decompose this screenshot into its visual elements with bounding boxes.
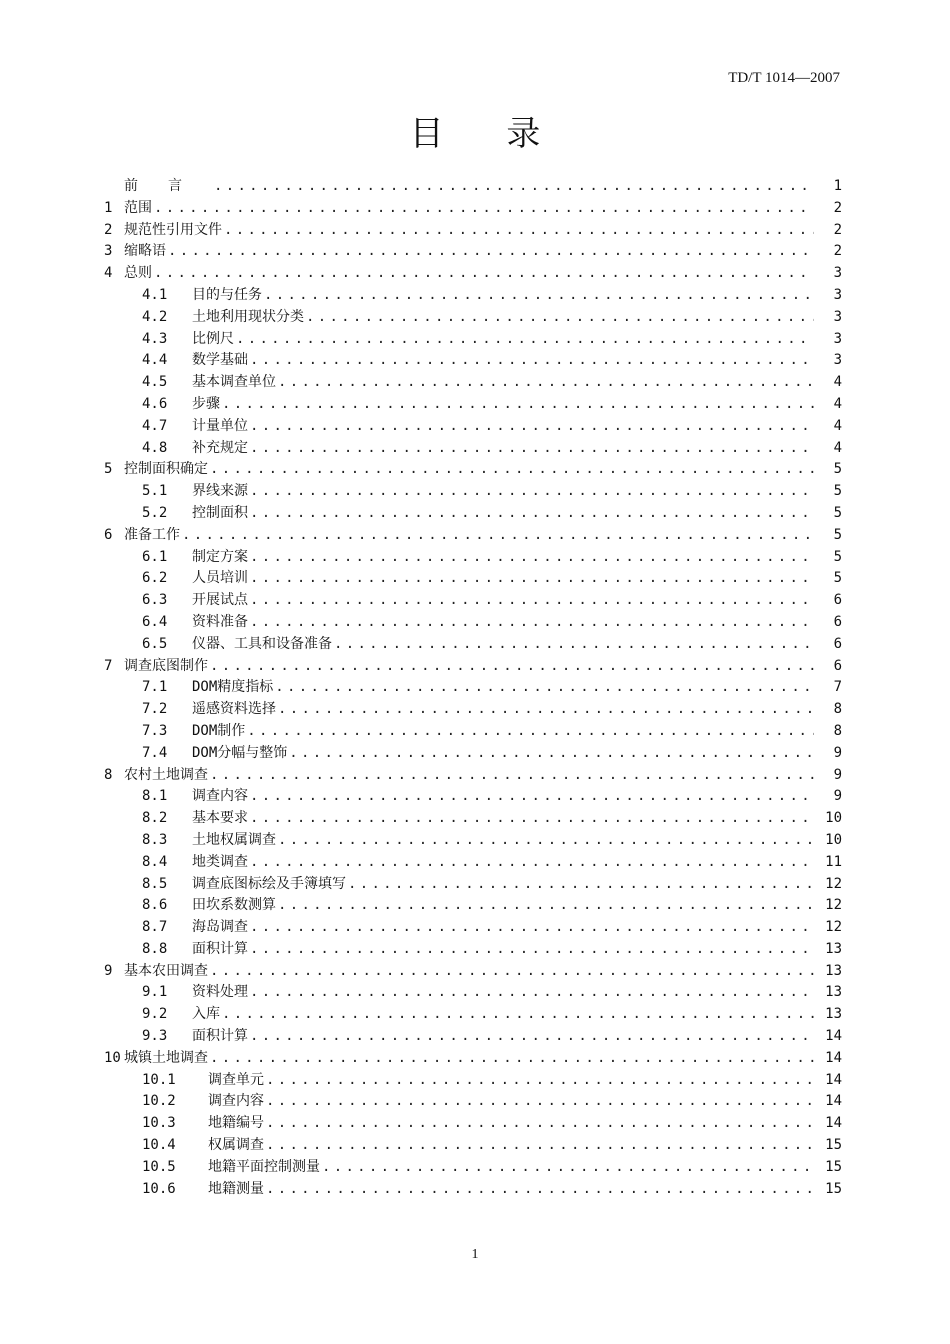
toc-leader-dots <box>306 307 814 329</box>
toc-entry-number: 6.1 <box>142 548 168 565</box>
toc-leader-dots <box>289 743 814 765</box>
toc-entry-page: 4 <box>833 417 842 434</box>
toc-leader-dots <box>222 1004 814 1026</box>
toc-entry-number: 4.7 <box>142 417 168 434</box>
toc-entry-number: 8.3 <box>142 831 168 848</box>
toc-entry-page: 14 <box>825 1093 842 1110</box>
toc-entry-page: 10 <box>825 831 842 848</box>
toc-leader-dots <box>210 459 814 481</box>
toc-entry-page: 3 <box>833 352 842 369</box>
toc-entry-title: 前言 <box>124 178 212 194</box>
toc-entry[interactable] <box>104 1091 842 1113</box>
toc-entry-page: 15 <box>825 1158 842 1175</box>
toc-entry-number: 8.2 <box>142 810 168 827</box>
toc-entry-page: 6 <box>833 657 842 674</box>
toc-entry-number: 2 <box>104 221 113 238</box>
page-title: 目 录 <box>409 114 567 154</box>
toc-entry[interactable] <box>104 1070 842 1092</box>
toc-entry[interactable] <box>104 895 842 917</box>
toc-leader-dots <box>250 786 814 808</box>
toc-entry[interactable] <box>104 961 842 983</box>
toc-entry-title: 人员培训 <box>192 570 248 587</box>
toc-entry-number: 4.1 <box>142 286 168 303</box>
toc-entry-number: 8.4 <box>142 853 168 870</box>
toc-entry-title: 土地利用现状分类 <box>192 308 304 325</box>
toc-entry[interactable] <box>104 285 842 307</box>
toc-entry-page: 5 <box>833 461 842 478</box>
toc-entry-page: 13 <box>825 1006 842 1023</box>
toc-entry-page: 8 <box>833 722 842 739</box>
toc-entry-page: 5 <box>833 483 842 500</box>
toc-entry-number: 10 <box>104 1049 121 1066</box>
toc-entry[interactable] <box>104 677 842 699</box>
toc-leader-dots <box>266 1070 814 1092</box>
toc-entry-title: 规范性引用文件 <box>124 221 222 238</box>
toc-entry[interactable] <box>104 394 842 416</box>
toc-entry-page: 3 <box>833 265 842 282</box>
toc-leader-dots <box>278 372 814 394</box>
toc-entry-title: 土地权属调查 <box>192 831 276 848</box>
toc-entry[interactable] <box>104 1157 842 1179</box>
toc-entry-title: 调查内容 <box>208 1093 264 1110</box>
toc-leader-dots <box>250 590 814 612</box>
toc-entry[interactable] <box>104 917 842 939</box>
toc-leader-dots <box>275 677 814 699</box>
toc-entry[interactable] <box>104 1179 842 1201</box>
toc-entry-title: 调查底图制作 <box>124 657 208 674</box>
toc-leader-dots <box>247 721 814 743</box>
toc-leader-dots <box>210 961 814 983</box>
toc-entry[interactable] <box>104 525 842 547</box>
toc-entry-title: 调查底图标绘及手簿填写 <box>192 875 346 892</box>
toc-entry-number: 4 <box>104 265 113 282</box>
toc-entry-page: 15 <box>825 1180 842 1197</box>
toc-entry[interactable] <box>104 241 842 263</box>
toc-entry-number: 10.4 <box>142 1137 176 1154</box>
toc-entry-number: 4.5 <box>142 374 168 391</box>
toc-entry-title: 目的与任务 <box>192 286 262 303</box>
toc-entry[interactable] <box>104 786 842 808</box>
toc-entry[interactable] <box>104 743 842 765</box>
toc-entry-title: DOM精度指标 <box>192 679 274 696</box>
toc-entry-page: 14 <box>825 1049 842 1066</box>
toc-entry-number: 8 <box>104 766 113 783</box>
toc-entry-page: 2 <box>833 243 842 260</box>
toc-leader-dots <box>236 329 814 351</box>
toc-entry-title: 补充规定 <box>192 439 248 456</box>
toc-entry-page: 6 <box>833 592 842 609</box>
toc-entry-page: 5 <box>833 504 842 521</box>
toc-entry[interactable] <box>104 372 842 394</box>
toc-leader-dots <box>278 699 814 721</box>
toc-entry-number: 10.2 <box>142 1093 176 1110</box>
toc-leader-dots <box>210 765 814 787</box>
toc-entry-number: 1 <box>104 199 113 216</box>
toc-entry-number: 5.2 <box>142 504 168 521</box>
toc-entry-number: 6.5 <box>142 635 168 652</box>
toc-entry-title: 准备工作 <box>124 526 180 543</box>
toc-entry-number: 6.4 <box>142 613 168 630</box>
toc-entry-number: 5 <box>104 461 113 478</box>
toc-leader-dots <box>266 1091 814 1113</box>
toc-entry-title: 仪器、工具和设备准备 <box>192 635 332 652</box>
toc-leader-dots <box>266 1179 814 1201</box>
toc-entry-page: 2 <box>833 221 842 238</box>
toc-entry-page: 3 <box>833 308 842 325</box>
toc-leader-dots <box>250 1026 814 1048</box>
toc-entry-page: 13 <box>825 940 842 957</box>
toc-entry-title: 面积计算 <box>192 1028 248 1045</box>
toc-entry-title: 调查单元 <box>208 1071 264 1088</box>
toc-leader-dots <box>278 895 814 917</box>
toc-entry-number: 4.3 <box>142 330 168 347</box>
toc-entry-number: 10.3 <box>142 1115 176 1132</box>
toc-entry-number: 5.1 <box>142 483 168 500</box>
toc-entry-number: 6.3 <box>142 592 168 609</box>
toc-entry-number: 9.2 <box>142 1006 168 1023</box>
table-of-contents <box>104 176 842 1200</box>
toc-entry-number: 7.4 <box>142 744 168 761</box>
toc-entry-number: 6 <box>104 526 113 543</box>
toc-leader-dots <box>250 939 814 961</box>
toc-entry-number: 8.5 <box>142 875 168 892</box>
toc-entry-title: 基本农田调查 <box>124 962 208 979</box>
toc-entry[interactable] <box>104 852 842 874</box>
toc-entry-page: 4 <box>833 439 842 456</box>
toc-entry[interactable] <box>104 263 842 285</box>
toc-leader-dots <box>250 808 814 830</box>
toc-entry-page: 14 <box>825 1071 842 1088</box>
toc-entry[interactable] <box>104 656 842 678</box>
toc-leader-dots <box>250 503 814 525</box>
toc-entry[interactable] <box>104 721 842 743</box>
toc-entry[interactable] <box>104 220 842 242</box>
toc-leader-dots <box>264 285 814 307</box>
toc-entry-title: 资料准备 <box>192 613 248 630</box>
toc-leader-dots <box>182 525 814 547</box>
toc-leader-dots <box>250 612 814 634</box>
toc-entry[interactable] <box>104 350 842 372</box>
toc-entry[interactable] <box>104 590 842 612</box>
toc-entry[interactable] <box>104 481 842 503</box>
toc-leader-dots <box>348 874 814 896</box>
toc-entry-title: 控制面积确定 <box>124 461 208 478</box>
toc-entry-title: 地籍编号 <box>208 1115 264 1132</box>
toc-entry-title: 基本调查单位 <box>192 374 276 391</box>
toc-leader-dots <box>250 982 814 1004</box>
toc-entry-title: 入库 <box>192 1006 220 1023</box>
toc-entry-title: 总则 <box>124 265 152 282</box>
toc-leader-dots <box>168 241 814 263</box>
toc-entry-title: 界线来源 <box>192 483 248 500</box>
toc-entry-page: 9 <box>833 766 842 783</box>
toc-leader-dots <box>278 830 814 852</box>
toc-leader-dots <box>266 1113 814 1135</box>
toc-entry-title: 田坎系数测算 <box>192 897 276 914</box>
page-number: 1 <box>471 1247 479 1262</box>
toc-entry-number: 8.1 <box>142 788 168 805</box>
toc-entry-page: 3 <box>833 330 842 347</box>
toc-entry[interactable] <box>104 547 842 569</box>
toc-entry-title: 地籍平面控制测量 <box>208 1158 320 1175</box>
toc-entry-page: 7 <box>833 679 842 696</box>
toc-leader-dots <box>250 438 814 460</box>
toc-entry-page: 1 <box>833 178 842 194</box>
toc-entry-page: 4 <box>833 374 842 391</box>
toc-entry-title: 计量单位 <box>192 417 248 434</box>
toc-entry-number: 10.6 <box>142 1180 176 1197</box>
toc-entry-title: 基本要求 <box>192 810 248 827</box>
toc-entry-page: 5 <box>833 526 842 543</box>
toc-entry[interactable] <box>104 1135 842 1157</box>
toc-entry-page: 11 <box>825 853 842 870</box>
toc-entry-number: 7.1 <box>142 679 168 696</box>
toc-leader-dots <box>222 394 814 416</box>
toc-entry-title: 制定方案 <box>192 548 248 565</box>
toc-leader-dots <box>210 1048 814 1070</box>
toc-entry-number: 4.6 <box>142 395 168 412</box>
toc-entry-number: 9.3 <box>142 1028 168 1045</box>
toc-entry[interactable] <box>104 939 842 961</box>
toc-entry-page: 12 <box>825 919 842 936</box>
toc-entry-title: 地类调查 <box>192 853 248 870</box>
toc-entry-page: 6 <box>833 613 842 630</box>
toc-entry-number: 8.6 <box>142 897 168 914</box>
toc-entry-page: 3 <box>833 286 842 303</box>
toc-entry-title: 数学基础 <box>192 352 248 369</box>
toc-entry-page: 15 <box>825 1137 842 1154</box>
toc-entry[interactable] <box>104 765 842 787</box>
toc-entry-page: 10 <box>825 810 842 827</box>
toc-entry[interactable] <box>104 438 842 460</box>
toc-entry[interactable] <box>104 634 842 656</box>
toc-entry[interactable] <box>104 1026 842 1048</box>
toc-leader-dots <box>210 656 814 678</box>
toc-entry-page: 2 <box>833 199 842 216</box>
toc-entry[interactable] <box>104 699 842 721</box>
toc-entry[interactable] <box>104 459 842 481</box>
toc-entry-title: 城镇土地调查 <box>124 1049 208 1066</box>
toc-entry-title: 调查内容 <box>192 788 248 805</box>
toc-entry-page: 9 <box>833 744 842 761</box>
toc-entry-number: 4.8 <box>142 439 168 456</box>
toc-entry[interactable] <box>104 503 842 525</box>
toc-leader-dots <box>250 416 814 438</box>
toc-leader-dots <box>154 263 814 285</box>
toc-entry[interactable] <box>104 329 842 351</box>
toc-entry-number: 4.2 <box>142 308 168 325</box>
toc-entry-number: 7 <box>104 657 113 674</box>
toc-entry-page: 8 <box>833 701 842 718</box>
toc-entry-title: 农村土地调查 <box>124 766 208 783</box>
toc-entry[interactable] <box>104 1113 842 1135</box>
toc-entry[interactable] <box>104 307 842 329</box>
toc-entry[interactable] <box>104 568 842 590</box>
toc-entry-title: 开展试点 <box>192 592 248 609</box>
toc-entry-page: 14 <box>825 1115 842 1132</box>
toc-entry-number: 8.7 <box>142 919 168 936</box>
toc-entry[interactable] <box>104 198 842 220</box>
toc-entry-title: 地籍测量 <box>208 1180 264 1197</box>
toc-entry-number: 10.1 <box>142 1071 176 1088</box>
toc-entry-number: 9 <box>104 962 113 979</box>
toc-leader-dots <box>154 198 814 220</box>
toc-entry-title: 资料处理 <box>192 984 248 1001</box>
toc-entry[interactable] <box>104 176 842 198</box>
toc-entry-title: 面积计算 <box>192 940 248 957</box>
toc-entry[interactable] <box>104 830 842 852</box>
toc-entry-page: 5 <box>833 548 842 565</box>
toc-leader-dots <box>250 917 814 939</box>
toc-leader-dots <box>214 176 814 198</box>
toc-entry-number: 7.2 <box>142 701 168 718</box>
toc-leader-dots <box>250 547 814 569</box>
toc-entry-page: 6 <box>833 635 842 652</box>
toc-entry[interactable] <box>104 874 842 896</box>
toc-entry-title: 权属调查 <box>208 1137 264 1154</box>
toc-entry[interactable] <box>104 1004 842 1026</box>
toc-entry-number: 10.5 <box>142 1158 176 1175</box>
toc-entry-number: 3 <box>104 243 113 260</box>
toc-leader-dots <box>224 220 814 242</box>
toc-leader-dots <box>250 481 814 503</box>
toc-entry-page: 14 <box>825 1028 842 1045</box>
toc-entry-page: 5 <box>833 570 842 587</box>
toc-entry-page: 12 <box>825 875 842 892</box>
toc-leader-dots <box>250 568 814 590</box>
document-code: TD/T 1014—2007 <box>728 70 840 86</box>
toc-entry-title: 范围 <box>124 199 152 216</box>
toc-entry[interactable] <box>104 982 842 1004</box>
toc-entry-title: DOM制作 <box>192 722 246 739</box>
toc-entry-page: 13 <box>825 984 842 1001</box>
toc-entry-number: 7.3 <box>142 722 168 739</box>
toc-entry-page: 12 <box>825 897 842 914</box>
toc-entry[interactable] <box>104 612 842 634</box>
toc-leader-dots <box>250 350 814 372</box>
toc-entry[interactable] <box>104 1048 842 1070</box>
toc-entry-number: 8.8 <box>142 940 168 957</box>
toc-entry-page: 4 <box>833 395 842 412</box>
toc-entry-title: 比例尺 <box>192 330 234 347</box>
toc-entry-title: 控制面积 <box>192 504 248 521</box>
toc-leader-dots <box>322 1157 814 1179</box>
toc-entry-number: 4.4 <box>142 352 168 369</box>
toc-entry-title: 海岛调查 <box>192 919 248 936</box>
toc-entry-title: 步骤 <box>192 395 220 412</box>
toc-leader-dots <box>250 852 814 874</box>
toc-entry-title: DOM分幅与整饰 <box>192 744 288 761</box>
toc-entry-page: 13 <box>825 962 842 979</box>
toc-entry[interactable] <box>104 416 842 438</box>
toc-leader-dots <box>266 1135 814 1157</box>
toc-entry-number: 9.1 <box>142 984 168 1001</box>
toc-entry[interactable] <box>104 808 842 830</box>
toc-entry-title: 遥感资料选择 <box>192 701 276 718</box>
toc-leader-dots <box>334 634 814 656</box>
toc-entry-number: 6.2 <box>142 570 168 587</box>
toc-entry-title: 缩略语 <box>124 243 166 260</box>
toc-entry-page: 9 <box>833 788 842 805</box>
